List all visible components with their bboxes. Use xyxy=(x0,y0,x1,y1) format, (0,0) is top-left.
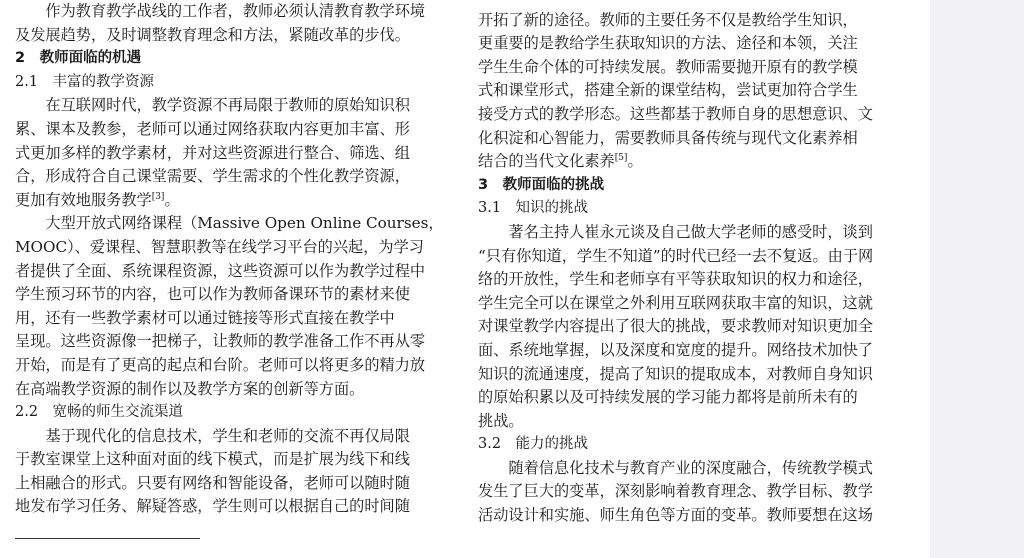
text-line xyxy=(15,165,455,189)
line-text: 基于现代化的信息技术，学生和老师的交流不再仅局限 xyxy=(15,426,410,445)
section-heading xyxy=(15,47,455,71)
text-line xyxy=(478,79,918,103)
line-text: 2.1 丰富的教学资源 xyxy=(15,73,155,90)
line-text: 的原始积累以及可持续发展的学习能力都将是前所未有的 xyxy=(478,388,858,407)
right-column xyxy=(478,0,918,528)
text-line xyxy=(15,260,455,284)
line-text: 络的开放性，学生和老师享有平等获取知识的权力和途径， xyxy=(478,270,873,289)
line-text: 更重要的是教给学生获取知识的方法、途径和本领，关注 xyxy=(478,34,858,53)
line-text: 学生完全可以在课堂之外利用互联网获取丰富的知识，这就 xyxy=(478,293,873,312)
line-text: 面、系统地掌握，以及深度和宽度的提升。网络技术加快了 xyxy=(478,340,873,359)
line-text: 在互联网时代，教学资源不再局限于教师的原始知识积 xyxy=(15,96,410,115)
text-line xyxy=(478,363,918,387)
line-text: 用，还有一些教学素材可以通过链接等形式直接在教学中 xyxy=(15,308,395,327)
line-text: 累、课本及教参，老师可以通过网络获取内容更加丰富、形 xyxy=(15,119,410,138)
line-text: 在高端教学资源的制作以及教学方案的创新等方面。 xyxy=(15,379,365,398)
text-line xyxy=(478,410,918,434)
line-text: 随着信息化技术与教育产业的深度融合，传统教学模式 xyxy=(478,458,873,477)
line-text: 学生生命个体的可持续发展。教师需要抛开原有的教学模 xyxy=(478,57,858,76)
text-line xyxy=(478,221,918,245)
text-line xyxy=(15,354,455,378)
subsection-heading xyxy=(15,401,455,425)
line-text: 者提供了全面、系统课程资源，这些资源可以作为教学过程中 xyxy=(15,261,426,280)
line-text: “只有你知道，学生不知道”的时代已经一去不复返。由于网 xyxy=(478,246,874,265)
text-line xyxy=(478,480,918,504)
line-text: 知识的流通速度，提高了知识的提取成本，对教师自身知识 xyxy=(478,364,873,383)
subsection-heading xyxy=(478,433,918,457)
subsection-heading xyxy=(15,71,455,95)
line-text-tail: 。 xyxy=(627,152,643,171)
line-text: 于教室课堂上这种面对面的线下模式，而是扩展为线下和线 xyxy=(15,450,410,469)
text-line xyxy=(478,103,918,127)
text-line xyxy=(478,9,918,33)
line-text: 式更加多样的教学素材，并对这些资源进行整合、筛选、组 xyxy=(15,143,410,162)
text-line xyxy=(478,150,918,174)
text-line xyxy=(478,245,918,269)
text-line xyxy=(478,386,918,410)
text-line xyxy=(15,425,455,449)
text-line xyxy=(478,56,918,80)
left-column xyxy=(15,0,455,519)
text-line xyxy=(15,212,455,236)
line-text: 3.2 能力的挑战 xyxy=(478,436,589,453)
footnote-separator xyxy=(15,538,200,539)
text-line xyxy=(478,268,918,292)
text-line xyxy=(478,32,918,56)
line-text: 化积淀和心智能力，需要教师具备传统与现代文化素养相 xyxy=(478,128,858,147)
text-line xyxy=(15,236,455,260)
section-heading xyxy=(478,174,918,198)
line-text: 挑战。 xyxy=(478,411,524,430)
line-text: 式和课堂形式，搭建全新的课堂结构，尝试更加符合学生 xyxy=(478,81,858,100)
text-line xyxy=(15,24,455,48)
line-text: 开始，而是有了更高的起点和台阶。老师可以将更多的精力放 xyxy=(15,355,426,374)
text-line xyxy=(478,127,918,151)
text-line xyxy=(478,457,918,481)
text-line xyxy=(15,307,455,331)
line-text: 作为教育教学战线的工作者，教师必须认清教育教学环境 xyxy=(15,2,426,20)
line-text: 2 教师面临的机遇 xyxy=(15,50,142,67)
line-text: MOOC）、爱课程、智慧职教等在线学习平台的兴起，为学习 xyxy=(15,237,424,256)
line-text-tail: 。 xyxy=(164,190,180,209)
line-text: 开拓了新的途径。教师的主要任务不仅是教给学生知识， xyxy=(478,10,858,29)
text-line xyxy=(15,0,455,24)
cut-off-line xyxy=(478,0,918,9)
text-line xyxy=(478,292,918,316)
text-line xyxy=(478,339,918,363)
text-line xyxy=(15,495,455,519)
text-line xyxy=(15,283,455,307)
line-text: 2.2 宽畅的师生交流渠道 xyxy=(15,404,184,421)
text-line xyxy=(478,315,918,339)
line-text: 地发布学习任务、解疑答惑，学生则可以根据自己的时间随 xyxy=(15,497,410,516)
line-text: 合，形成符合自己课堂需要、学生需求的个性化教学资源， xyxy=(15,167,410,186)
line-text: 学生预习环节的内容，也可以作为教师备课环节的素材来使 xyxy=(15,285,410,304)
text-line xyxy=(15,378,455,402)
line-text: 3 教师面临的挑战 xyxy=(478,176,605,193)
line-text: 发生了巨大的变革，深刻影响着教育理念、教学目标、教学 xyxy=(478,482,873,501)
line-text: 大型开放式网络课程（Massive Open Online Courses， xyxy=(15,214,444,233)
line-text: 对课堂教学内容提出了很大的挑战，要求教师对知识更加全 xyxy=(478,317,873,336)
line-text: 结合的当代文化素养 xyxy=(478,152,615,171)
text-line xyxy=(15,118,455,142)
text-line xyxy=(478,504,918,528)
line-text: 著名主持人崔永元谈及自己做大学老师的感受时，谈到 xyxy=(478,222,873,241)
text-line xyxy=(15,330,455,354)
text-line xyxy=(15,472,455,496)
text-line xyxy=(15,189,455,213)
line-text: 上相融合的形式。只要有网络和智能设备，老师可以随时随 xyxy=(15,473,410,492)
line-text: 3.1 知识的挑战 xyxy=(478,200,589,217)
text-line xyxy=(15,448,455,472)
citation-ref: [5] xyxy=(614,153,628,164)
line-text: 活动设计和实施、师生角色等方面的变革。教师要想在这场 xyxy=(478,506,873,525)
line-text: 接受方式的教学形态。这些都基于教师自身的思想意识、文 xyxy=(478,104,873,123)
text-line xyxy=(15,142,455,166)
citation-ref: [3] xyxy=(151,191,165,202)
text-line xyxy=(15,94,455,118)
subsection-heading xyxy=(478,197,918,221)
line-text: 更加有效地服务教学 xyxy=(15,190,152,209)
line-text: 呈现。这些资源像一把梯子，让教师的教学准备工作不再从零 xyxy=(15,332,426,351)
page-margin-background xyxy=(930,0,1024,558)
line-text: 及发展趋势，及时调整教育理念和方法，紧随改革的步伐。 xyxy=(15,25,410,44)
